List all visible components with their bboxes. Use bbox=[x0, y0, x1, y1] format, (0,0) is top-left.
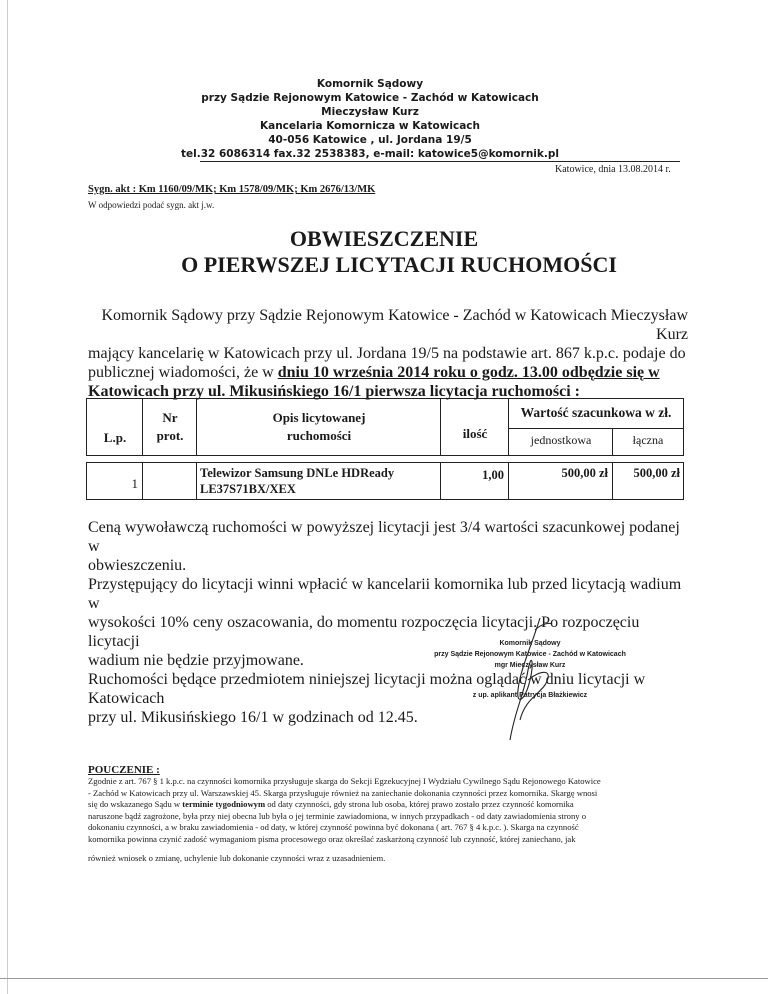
instruction-line-7: również wniosek o zmianę, uchylenie lub dokonanie czynności wraz z uzasadnieniem. bbox=[88, 853, 386, 863]
header-line-1: Komornik Sądowy bbox=[316, 78, 424, 90]
auction-date: dniu 10 września 2014 roku o godz. 13.00 odbędzie się w bbox=[277, 364, 660, 381]
instruction-line-5: dokonaniu czynności, a w braku zawiadomienia - od daty, w której czynność powinna być dokonana ( art. 767 § 4 k.p.c. ). Skarga na czynność bbox=[88, 822, 579, 832]
intro-line-2: mający kancelarię w Katowicach przy ul. Jordana 19/5 na podstawie art. 867 k.p.c. podaje do bbox=[88, 345, 686, 362]
terms-line-4: wysokości 10% ceny oszacowania, do momentu rozpoczęcia licytacji. Po rozpoczęciu licytacji bbox=[88, 614, 640, 650]
terms-line-1: Ceną wywoławczą ruchomości w powyższej licytacji jest 3/4 wartości szacunkowej podanej w bbox=[88, 519, 680, 555]
row-jednostkowa: 500,00 zł bbox=[561, 466, 608, 480]
header-jednostkowa: jednostkowa bbox=[530, 433, 592, 447]
scan-bottom-edge bbox=[0, 978, 768, 979]
header-nr-2: prot. bbox=[156, 428, 184, 443]
header-line-5: 40-056 Katowice , ul. Jordana 19/5 bbox=[268, 134, 472, 146]
row-opis-1: Telewizor Samsung DNLe HDReady bbox=[200, 466, 395, 480]
instruction-line-3 bbox=[88, 799, 688, 811]
header-line-6: tel.32 6086314 fax.32 2538383, e-mail: katowice5@komornik.pl bbox=[181, 148, 559, 160]
instruction-line-3-a: się do wskazanego Sądu w bbox=[88, 799, 183, 809]
instruction-line-3-c: od daty czynności, gdy strona lub osoba, której prawo zostało przez czynność komornika bbox=[265, 799, 574, 809]
stamp-line-1: Komornik Sądowy bbox=[499, 640, 561, 647]
header-ilosc: ilość bbox=[462, 426, 488, 441]
instruction-text bbox=[88, 776, 688, 865]
intro-paragraph bbox=[88, 306, 688, 401]
instruction-line-4: naruszone bądź zagrożone, była przy niej obecna lub była o jej terminie zawiadomiona, w innych przypadkach - od daty zawiadomienia strony o bbox=[88, 810, 587, 821]
instruction-deadline: terminie tygodniowym bbox=[182, 799, 266, 809]
instruction-heading: POUCZENIE : bbox=[88, 764, 160, 776]
stamp-line-2: przy Sądzie Rejonowym Katowice - Zachód w Katowicach bbox=[434, 651, 626, 658]
handwritten-signature bbox=[470, 610, 590, 760]
header-nr-1: Nr bbox=[162, 410, 178, 425]
case-reference: Sygn. akt : Km 1160/09/MK; Km 1578/09/MK; Km 2676/13/MK bbox=[88, 184, 376, 195]
row-laczna: 500,00 zł bbox=[633, 466, 680, 480]
row-lp: 1 bbox=[131, 476, 138, 491]
header-line-3: Mieczysław Kurz bbox=[321, 106, 419, 118]
row-opis-2: LE37S71BX/XEX bbox=[200, 482, 296, 496]
terms-line-3: Przystępujący do licytacji winni wpłacić w kancelarii komornika lub przed licytacją wadium w bbox=[88, 576, 682, 612]
header-laczna: łączna bbox=[632, 433, 664, 447]
document-title: OBWIESZCZENIE bbox=[289, 226, 479, 251]
header-lp: L.p. bbox=[103, 430, 127, 445]
scan-edge bbox=[7, 0, 8, 994]
document-subtitle: O PIERWSZEJ LICYTACJI RUCHOMOŚCI bbox=[181, 252, 617, 277]
intro-line-3 bbox=[88, 363, 688, 382]
header-line-2: przy Sądzie Rejonowym Katowice - Zachód w Katowicach bbox=[201, 92, 539, 104]
instruction-line-2: - Zachód w Katowicach przy ul. Warszawskiej 45. Skarga przysługuje również na zaniechanie dokonania czynności przez komornika. Skargę wnosi bbox=[88, 787, 598, 798]
header-opis-2: ruchomości bbox=[286, 428, 352, 443]
reference-note: W odpowiedzi podać sygn. akt j.w. bbox=[88, 200, 215, 210]
header-opis-1: Opis licytowanej bbox=[272, 410, 366, 425]
header-wartosc: Wartość szacunkowa w zł. bbox=[520, 405, 672, 420]
intro-line-3-a: publicznej wiadomości, że w bbox=[88, 364, 278, 381]
header-line-4: Kancelaria Komornicza w Katowicach bbox=[259, 120, 480, 132]
stamp-line-4: z up. aplikant Patrycja Błażkiewicz bbox=[472, 692, 588, 699]
instruction-line-1: Zgodnie z art. 767 § 1 k.p.c. na czynności komornika przysługuje skarga do Sekcji Egzekucyjnej I Wydziału Cywilnego Sądu Rejonowego Katowice bbox=[88, 776, 601, 786]
terms-line-2: obwieszczeniu. bbox=[88, 557, 187, 574]
intro-line-4: Katowicach przy ul. Mikusińskiego 16/1 pierwsza licytacja ruchomości : bbox=[88, 383, 580, 400]
date-line: Katowice, dnia 13.08.2014 r. bbox=[555, 164, 671, 175]
instruction-line-6: komornika powinna czynić zadość wymaganiom pisma procesowego oraz określać zaskarżoną czynność lub czynność, której zaniechano, jak bbox=[88, 833, 576, 844]
row-ilosc: 1,00 bbox=[482, 468, 504, 482]
stamp-line-3: mgr Mieczysław Kurz bbox=[494, 662, 566, 669]
terms-line-5: wadium nie będzie przyjmowane. bbox=[88, 652, 304, 669]
terms-line-6: Ruchomości będące przedmiotem niniejszej licytacji można oglądać w dniu licytacji w Katowicach bbox=[88, 671, 646, 707]
header-rule bbox=[200, 161, 680, 162]
terms-line-7: przy ul. Mikusińskiego 16/1 w godzinach od 12.45. bbox=[88, 709, 418, 726]
intro-line-1: Komornik Sądowy przy Sądzie Rejonowym Katowice - Zachód w Katowicach Mieczysław Kurz bbox=[101, 307, 688, 343]
